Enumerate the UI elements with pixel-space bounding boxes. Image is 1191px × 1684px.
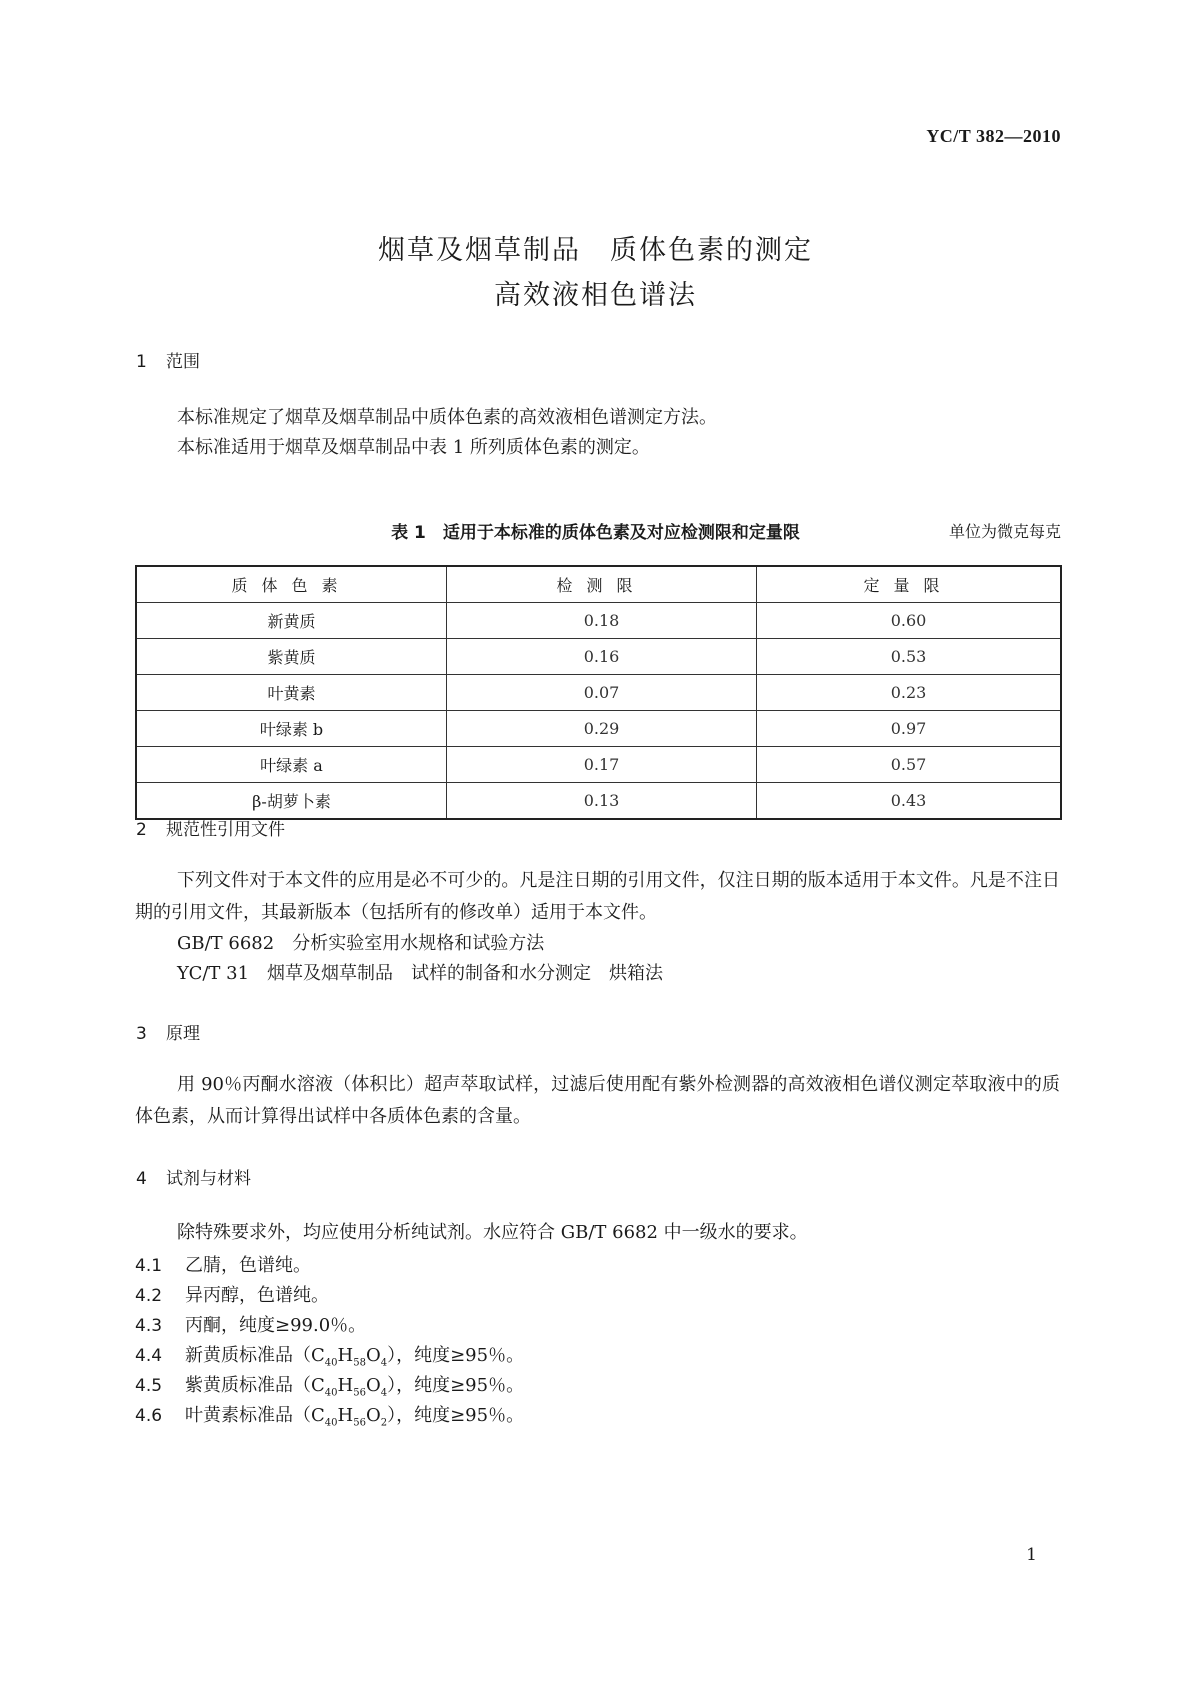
section-title: 规范性引用文件 xyxy=(166,820,285,840)
formula-element: O xyxy=(365,1345,381,1366)
section-title: 试剂与材料 xyxy=(166,1169,251,1189)
formula-subscript: 2 xyxy=(380,1417,388,1429)
scope-paragraph-2: 本标准适用于烟草及烟草制品中表 1 所列质体色素的测定。 xyxy=(177,437,650,458)
section-title: 范围 xyxy=(166,352,200,372)
reagent-text-end: ），纯度≥95％。 xyxy=(387,1345,525,1366)
table-row xyxy=(136,783,1061,820)
table-row xyxy=(136,639,1061,675)
detection-limit-cell: 0.07 xyxy=(447,675,757,711)
section-number: 4 xyxy=(136,1169,147,1189)
reagent-item xyxy=(135,1311,366,1337)
section-number: 2 xyxy=(136,820,147,840)
section-number: 1 xyxy=(136,352,147,372)
section-heading-2 xyxy=(136,815,285,840)
formula-subscript: 40 xyxy=(324,1357,338,1369)
scope-paragraph-1: 本标准规定了烟草及烟草制品中质体色素的高效液相色谱测定方法。 xyxy=(177,407,717,428)
section-title: 原理 xyxy=(166,1024,200,1044)
reagent-item xyxy=(135,1371,524,1399)
detection-limit-cell: 0.29 xyxy=(447,711,757,747)
principle-paragraph: 用 90％丙酮水溶液（体积比）超声萃取试样，过滤后使用配有紫外检测器的高效液相色谱仪测定萃取液中的质体色素，从而计算得出试样中各质体色素的含量。 xyxy=(135,1074,1060,1127)
table-row xyxy=(136,747,1061,783)
quantitation-limit-cell: 0.60 xyxy=(757,603,1062,639)
detection-limit-cell: 0.17 xyxy=(447,747,757,783)
reagent-number: 4.1 xyxy=(135,1256,163,1276)
quantitation-limit-cell: 0.53 xyxy=(757,639,1062,675)
quantitation-limit-cell: 0.43 xyxy=(757,783,1062,820)
formula-element: O xyxy=(365,1405,381,1426)
pigment-cell: 紫黄质 xyxy=(136,639,447,675)
section-number: 3 xyxy=(136,1024,147,1044)
formula-subscript: 56 xyxy=(353,1417,366,1429)
pigment-cell: 叶绿素 a xyxy=(136,747,447,783)
reagent-number: 4.5 xyxy=(135,1376,163,1396)
formula-subscript: 4 xyxy=(380,1387,388,1399)
reagent-number: 4.3 xyxy=(135,1316,163,1336)
reagent-text: 叶黄素标准品（C xyxy=(185,1405,325,1426)
reagent-text: 新黄质标准品（C xyxy=(185,1345,325,1366)
formula-element: O xyxy=(365,1375,381,1396)
pigment-cell: 新黄质 xyxy=(136,603,447,639)
formula-element: H xyxy=(337,1345,354,1366)
pigment-cell: β-胡萝卜素 xyxy=(136,783,447,820)
header-pigment: 质体色素 xyxy=(136,566,447,603)
formula-subscript: 58 xyxy=(353,1357,366,1369)
reagent-number: 4.4 xyxy=(135,1346,163,1366)
limits-table xyxy=(135,565,1062,820)
formula-subscript: 40 xyxy=(324,1417,338,1429)
table-row xyxy=(136,675,1061,711)
detection-limit-cell: 0.18 xyxy=(447,603,757,639)
pigment-cell: 叶黄素 xyxy=(136,675,447,711)
quantitation-limit-cell: 0.97 xyxy=(757,711,1062,747)
formula-element: H xyxy=(337,1375,354,1396)
standard-code: YC/T 382—2010 xyxy=(926,126,1061,146)
reagents-intro: 除特殊要求外，均应使用分析纯试剂。水应符合 GB/T 6682 中一级水的要求。 xyxy=(177,1222,808,1243)
formula-element: H xyxy=(337,1405,354,1426)
reagent-item xyxy=(135,1251,311,1277)
section-heading-1 xyxy=(136,347,200,372)
reference-item-2: YC/T 31 烟草及烟草制品 试样的制备和水分测定 烘箱法 xyxy=(177,963,664,984)
table-caption: 表 1 适用于本标准的质体色素及对应检测限和定量限 xyxy=(391,523,800,543)
section-heading-4 xyxy=(136,1164,251,1189)
formula-subscript: 40 xyxy=(324,1387,338,1399)
formula-subscript: 4 xyxy=(380,1357,388,1369)
reagent-text-end: ），纯度≥95％。 xyxy=(387,1405,525,1426)
reagent-text: 丙酮，纯度≥99.0％。 xyxy=(185,1315,367,1336)
reference-item-1: GB/T 6682 分析实验室用水规格和试验方法 xyxy=(177,933,545,954)
page-number: 1 xyxy=(1026,1545,1037,1565)
table-header-row xyxy=(136,566,1061,603)
reagent-item xyxy=(135,1401,524,1429)
reagent-text: 异丙醇，色谱纯。 xyxy=(185,1285,329,1306)
table-row xyxy=(136,711,1061,747)
reagent-number: 4.6 xyxy=(135,1406,163,1426)
document-title-line2: 高效液相色谱法 xyxy=(494,280,697,311)
header-detection-limit: 检测限 xyxy=(447,566,757,603)
reagent-item xyxy=(135,1341,524,1369)
reagent-text-end: ），纯度≥95％。 xyxy=(387,1375,525,1396)
reagent-text: 乙腈，色谱纯。 xyxy=(185,1255,311,1276)
table-row xyxy=(136,603,1061,639)
reagent-item xyxy=(135,1281,329,1307)
reagent-text: 紫黄质标准品（C xyxy=(185,1375,325,1396)
detection-limit-cell: 0.13 xyxy=(447,783,757,820)
quantitation-limit-cell: 0.23 xyxy=(757,675,1062,711)
header-quantitation-limit: 定量限 xyxy=(757,566,1062,603)
formula-subscript: 56 xyxy=(353,1387,366,1399)
table-unit: 单位为微克每克 xyxy=(948,522,1061,541)
section-heading-3 xyxy=(136,1019,200,1044)
reagent-number: 4.2 xyxy=(135,1286,163,1306)
pigment-cell: 叶绿素 b xyxy=(136,711,447,747)
detection-limit-cell: 0.16 xyxy=(447,639,757,675)
normative-references-paragraph: 下列文件对于本文件的应用是必不可少的。凡是注日期的引用文件，仅注日期的版本适用于本文件。凡是不注日期的引用文件，其最新版本（包括所有的修改单）适用于本文件。 xyxy=(135,870,1060,923)
document-title-line1: 烟草及烟草制品 质体色素的测定 xyxy=(378,235,813,266)
quantitation-limit-cell: 0.57 xyxy=(757,747,1062,783)
